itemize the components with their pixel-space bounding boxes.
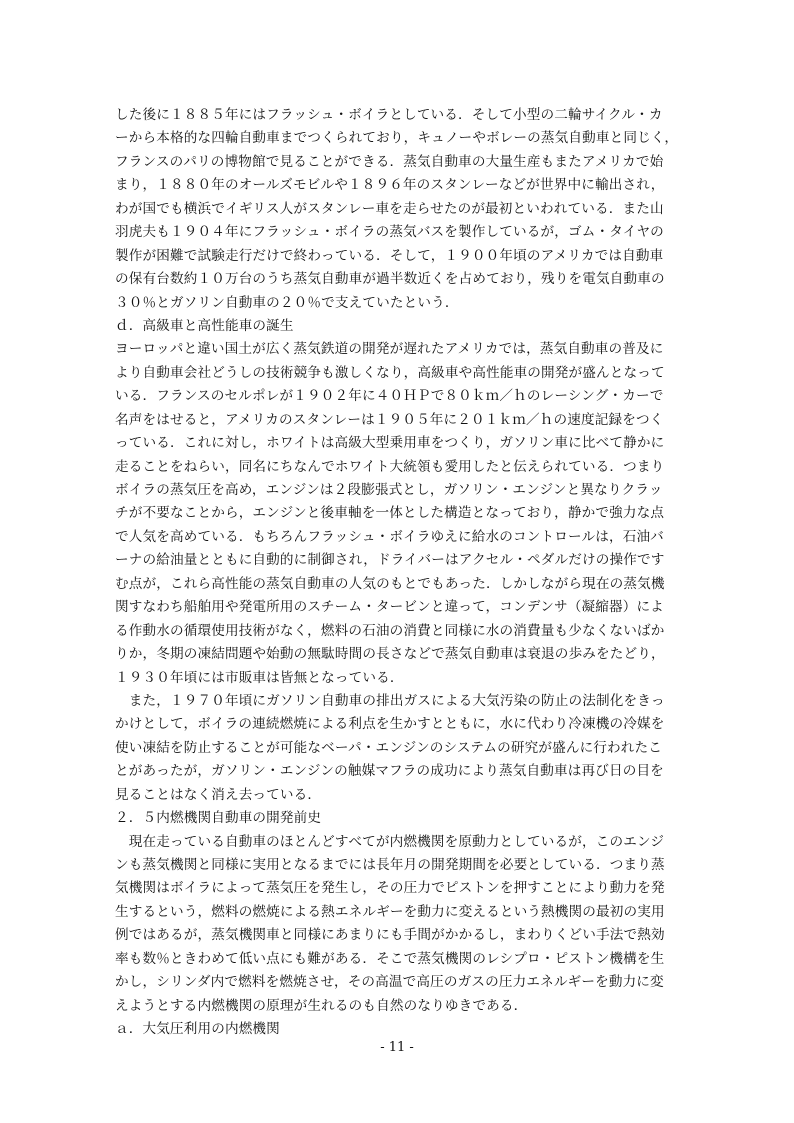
text-line: 羽虎夫も１９０４年にフラッシュ・ボイラの蒸気バスを製作しているが，ゴム・タイヤの (115, 224, 664, 241)
text-line: 製作が困難で試験走行だけで終わっている．そして，１９００年頃のアメリカでは自動車 (115, 247, 664, 264)
text-line: ３０％とガソリン自動車の２０％で支えていたという． (115, 294, 459, 311)
text-line: かし，シリンダ内で燃料を燃焼させ，その高温で高圧のガスの圧力エネルギーを動力に変 (115, 974, 664, 991)
text-line: かけとして，ボイラの連続燃焼による利点を生かすとともに，水に代わり冷凍機の冷媒を (115, 716, 665, 733)
text-line: 使い凍結を防止することが可能なベーパ・エンジンのシステムの研究が盛んに行われたこ (115, 739, 663, 756)
text-line: ーナの給油量とともに自動的に制御され，ドライバーはアクセル・ペダルだけの操作です (115, 552, 665, 569)
page-number: - 11 - (380, 1040, 414, 1055)
text-line: チが不要なことから，エンジンと後車軸を一体とした構造となっており，静かで強力な点 (115, 505, 665, 522)
section-heading: ２．５内燃機関自動車の開発前史 (115, 810, 322, 827)
section-heading: ａ．大気圧利用の内燃機関 (115, 1021, 280, 1038)
text-line: 走ることをねらい，同名にちなんでホワイト大統領も愛用したと伝えられている．つまり (115, 458, 665, 475)
text-line: 率も数％ときわめて低い点にも難がある．そこで蒸気機関のレシプロ・ピストン機構を生 (115, 950, 665, 967)
text-line: また，１９７０年頃にガソリン自動車の排出ガスによる大気汚染の防止の法制化をきっ (115, 692, 665, 709)
text-line: フランスのパリの博物館で見ることができる．蒸気自動車の大量生産もまたアメリカで始 (115, 153, 664, 170)
text-line: む点が，これら高性能の蒸気自動車の人気のもとでもあった．しかしながら現在の蒸気機 (115, 575, 665, 592)
text-line: ンも蒸気機関と同様に実用となるまでには長年月の開発期間を必要としている．つまり蒸 (115, 857, 665, 873)
body-text (115, 104, 681, 1042)
text-line: っている．これに対し，ホワイトは高級大型乗用車をつくり，ガソリン車に比べて静かに (115, 435, 665, 452)
text-line: 現在走っている自動車のほとんどすべてが内燃機関を原動力としているが，このエンジ (115, 833, 665, 850)
section-heading: ｄ．高級車と高性能車の誕生 (115, 317, 294, 334)
text-line: より自動車会社どうしの技術競争も激しくなり，高級車や高性能車の開発が盛んとなって (115, 364, 665, 381)
text-line: 生するという，燃料の燃焼による熱エネルギーを動力に変えるという熱機関の最初の実用 (115, 903, 665, 920)
text-line: ヨーロッパと違い国土が広く蒸気鉄道の開発が遅れたアメリカでは，蒸気自動車の普及に (115, 341, 664, 358)
text-line: した後に１８８５年にはフラッシュ・ボイラとしている．そして小型の二輪サイクル・カ (115, 107, 663, 123)
text-line: 関すなわち船舶用や発電所用のスチーム・タービンと違って，コンデンサ（凝縮器）によ (115, 599, 664, 616)
text-line: る作動水の循環使用技術がなく，燃料の石油の消費と同様に水の消費量も少なくないばか (115, 622, 665, 639)
text-line: いる．フランスのセルポレが１９０２年に４０ＨＰで８０ｋｍ／ｈのレーシング・カーで (115, 388, 664, 405)
text-line: 名声をはせると，アメリカのスタンレーは１９０５年に２０１ｋｍ／ｈの速度記録をつく (115, 411, 664, 428)
text-line: ーから本格的な四輪自動車までつくられており，キュノーやボレーの蒸気自動車と同じく， (115, 130, 679, 147)
text-line: で人気を高めている．もちろんフラッシュ・ボイラゆえに給水のコントロールは，石油バ (115, 528, 664, 545)
text-line: わが国でも横浜でイギリス人がスタンレー車を走らせたのが最初といわれている．また山 (115, 200, 664, 217)
text-line: の保有台数約１０万台のうち蒸気自動車が過半数近くを占めており，残りを電気自動車の (115, 271, 665, 288)
text-line: 気機関はボイラによって蒸気圧を発生し，その圧力でピストンを押すことにより動力を発 (115, 880, 665, 897)
text-line: 見ることはなく消え去っている． (115, 786, 322, 803)
text-line: えようとする内燃機関の原理が生れるのも自然のなりゆきである． (115, 997, 528, 1014)
text-line: １９３０年頃には市販車は皆無となっている． (115, 669, 404, 686)
text-line: まり，１８８０年のオールズモビルや１８９６年のスタンレーなどが世界中に輸出され， (115, 177, 665, 194)
text-line: りか，冬期の凍結問題や始動の無駄時間の長さなどで蒸気自動車は衰退の歩みをたどり， (115, 646, 665, 663)
text-line: 例ではあるが，蒸気機関車と同様にあまりにも手間がかかるし，まわりくどい手法で熱効 (115, 927, 665, 944)
text-line: とがあったが，ガソリン・エンジンの触媒マフラの成功により蒸気自動車は再び日の目を (115, 763, 664, 780)
text-line: ボイラの蒸気圧を高め，エンジンは２段膨張式とし，ガソリン・エンジンと異なりクラッ (115, 482, 663, 498)
